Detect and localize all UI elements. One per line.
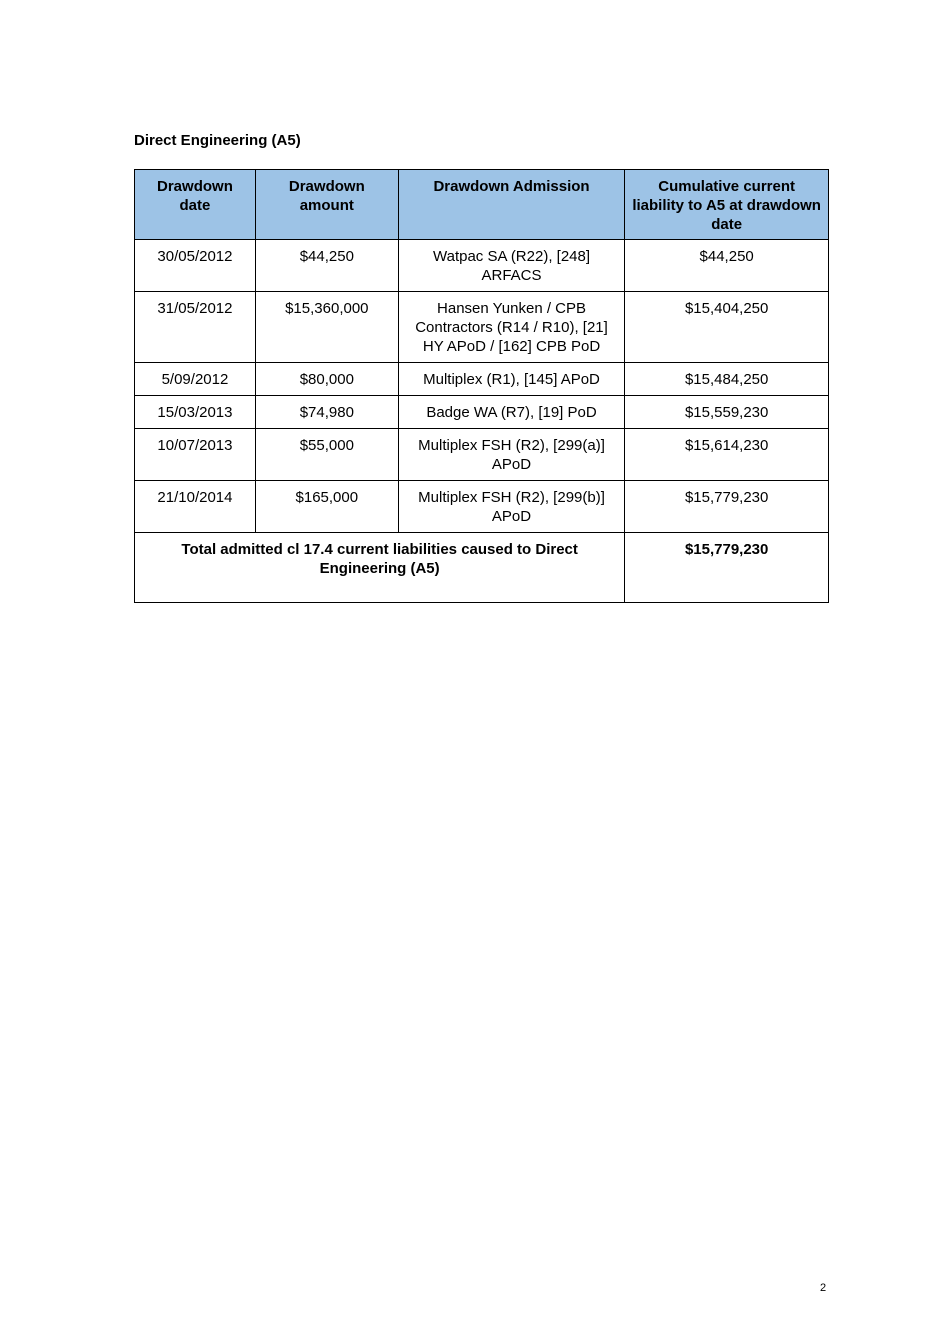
section-title: Direct Engineering (A5) [134,132,301,149]
cell-cumulative-liability: $15,614,230 [625,429,829,481]
total-label: Total admitted cl 17.4 current liabilities caused to Direct Engineering (A5) [135,533,625,603]
cell-cumulative-liability: $15,484,250 [625,363,829,396]
table-header-row [135,170,829,240]
cell-drawdown-admission: Watpac SA (R22), [248] ARFACS [398,240,625,292]
table-row [135,429,829,481]
cell-drawdown-date: 15/03/2013 [135,396,256,429]
cell-drawdown-admission: Hansen Yunken / CPB Contractors (R14 / R10), [21] HY APoD / [162] CPB PoD [398,292,625,363]
cell-drawdown-date: 21/10/2014 [135,481,256,533]
cell-cumulative-liability: $15,404,250 [625,292,829,363]
column-header-drawdown-date: Drawdown date [135,170,256,240]
cell-cumulative-liability: $15,779,230 [625,481,829,533]
column-header-drawdown-amount: Drawdown amount [255,170,398,240]
cell-drawdown-date: 5/09/2012 [135,363,256,396]
table-row [135,240,829,292]
table-row [135,363,829,396]
cell-drawdown-amount: $44,250 [255,240,398,292]
drawdown-table [134,169,829,603]
cell-cumulative-liability: $44,250 [625,240,829,292]
table-row [135,396,829,429]
cell-drawdown-date: 10/07/2013 [135,429,256,481]
table-row [135,292,829,363]
column-header-drawdown-admission: Drawdown Admission [398,170,625,240]
table-total-row [135,533,829,603]
cell-drawdown-amount: $55,000 [255,429,398,481]
cell-drawdown-amount: $165,000 [255,481,398,533]
cell-drawdown-admission: Multiplex FSH (R2), [299(a)] APoD [398,429,625,481]
cell-drawdown-date: 30/05/2012 [135,240,256,292]
cell-drawdown-admission: Multiplex (R1), [145] APoD [398,363,625,396]
cell-drawdown-amount: $15,360,000 [255,292,398,363]
cell-drawdown-admission: Multiplex FSH (R2), [299(b)] APoD [398,481,625,533]
cell-drawdown-amount: $80,000 [255,363,398,396]
cell-drawdown-admission: Badge WA (R7), [19] PoD [398,396,625,429]
table-row [135,481,829,533]
cell-cumulative-liability: $15,559,230 [625,396,829,429]
page-number: 2 [820,1282,827,1294]
cell-drawdown-date: 31/05/2012 [135,292,256,363]
cell-drawdown-amount: $74,980 [255,396,398,429]
total-value: $15,779,230 [625,533,829,603]
column-header-cumulative-liability: Cumulative current liability to A5 at drawdown date [625,170,829,240]
